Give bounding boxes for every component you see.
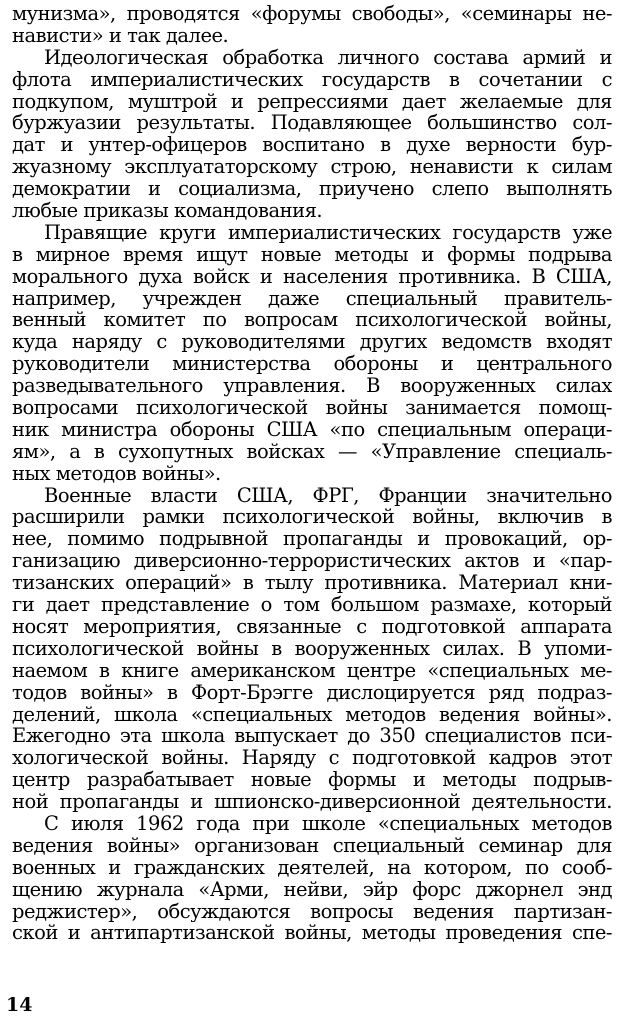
text-line: ник министра обороны США «по специальным операци- bbox=[12, 418, 612, 441]
text-line: наемом в книге американском центре «специальных ме- bbox=[12, 659, 612, 682]
text-line: Идеологическая обработка личного состава армий и bbox=[44, 46, 612, 69]
text-line: расширили рамки психологической войны, включив в bbox=[12, 506, 612, 529]
text-line: ги дает представление о том большом размахе, который bbox=[12, 594, 612, 616]
text-line: демократии и социализма, приучено слепо выполнять bbox=[12, 178, 612, 201]
text-line: мунизма», проводятся «форумы свободы», «семинары не- bbox=[12, 3, 612, 25]
text-line: например, учрежден даже специальный правитель- bbox=[12, 287, 612, 310]
text-line: психологической войны в вооруженных силах. В упоми- bbox=[12, 637, 612, 660]
text-line: буржуазии результаты. Подавляющее большинство сол- bbox=[12, 112, 612, 135]
text-line: центр разрабатывает новые формы и методы подрыв- bbox=[12, 769, 612, 792]
text-line: Правящие круги империалистических государств уже bbox=[44, 221, 612, 244]
text-line: реджистер», обсуждаются вопросы ведения партизан- bbox=[12, 900, 612, 923]
text-line: ям», а в сухопутных войсках — «Управление специаль- bbox=[12, 440, 612, 463]
text-line: хологической войны. Наряду с подготовкой кадров этот bbox=[12, 747, 612, 770]
text-line: ных методов войны». bbox=[12, 462, 221, 485]
text-line: Ежегодно эта школа выпускает до 350 специалистов пси- bbox=[12, 725, 612, 748]
text-line: вопросами психологической войны занимается помощ- bbox=[12, 397, 612, 419]
text-line: флота империалистических государств в сочетании с bbox=[12, 68, 612, 91]
text-line: ной пропаганды и шпионско-диверсионной деятельности. bbox=[12, 791, 612, 813]
text-line: нависти» и так далее. bbox=[12, 24, 229, 47]
page-number: 14 bbox=[6, 994, 33, 1016]
text-line: жуазному эксплуататорскому строю, ненависти к силам bbox=[12, 156, 612, 179]
text-line: дат и унтер-офицеров воспитано в духе верности бур- bbox=[12, 134, 612, 157]
text-line: венный комитет по вопросам психологической войны, bbox=[12, 309, 612, 332]
text-line: разведывательного управления. В вооруженных силах bbox=[12, 375, 612, 398]
text-line: нее, помимо подрывной пропаганды и провокаций, ор- bbox=[12, 528, 612, 551]
text-line: тизанских операций» в тылу противника. Материал кни- bbox=[12, 572, 612, 595]
body-text bbox=[12, 3, 612, 944]
text-line: морального духа войск и населения противника. В США, bbox=[12, 265, 612, 288]
text-line: носят мероприятия, связанные с подготовкой аппарата bbox=[12, 615, 612, 638]
text-line: военных и гражданских деятелей, на котором, по сооб- bbox=[12, 856, 612, 879]
text-line: ганизацию диверсионно-террористических актов и «пар- bbox=[12, 550, 612, 573]
text-line: в мирное время ищут новые методы и формы подрыва bbox=[12, 243, 612, 266]
text-line: Военные власти США, ФРГ, Франции значительно bbox=[44, 484, 612, 507]
text-line: делений, школа «специальных методов ведения войны». bbox=[12, 703, 612, 726]
text-line: С июля 1962 года при школе «специальных методов bbox=[44, 812, 612, 835]
text-line: руководители министерства обороны и центрального bbox=[12, 353, 612, 376]
text-line: подкупом, муштрой и репрессиями дает желаемые для bbox=[12, 90, 612, 113]
text-line: ской и антипартизанской войны, методы проведения спе- bbox=[12, 922, 612, 945]
text-line: любые приказы командования. bbox=[12, 200, 323, 222]
text-line: тодов войны» в Форт-Брэгге дислоцируется ряд подраз- bbox=[12, 681, 612, 704]
text-line: куда наряду с руководителями других ведомств входят bbox=[12, 331, 612, 354]
text-line: щению журнала «Арми, нейви, эйр форс джорнел энд bbox=[12, 878, 612, 901]
text-line: ведения войны» организован специальный семинар для bbox=[12, 834, 612, 857]
